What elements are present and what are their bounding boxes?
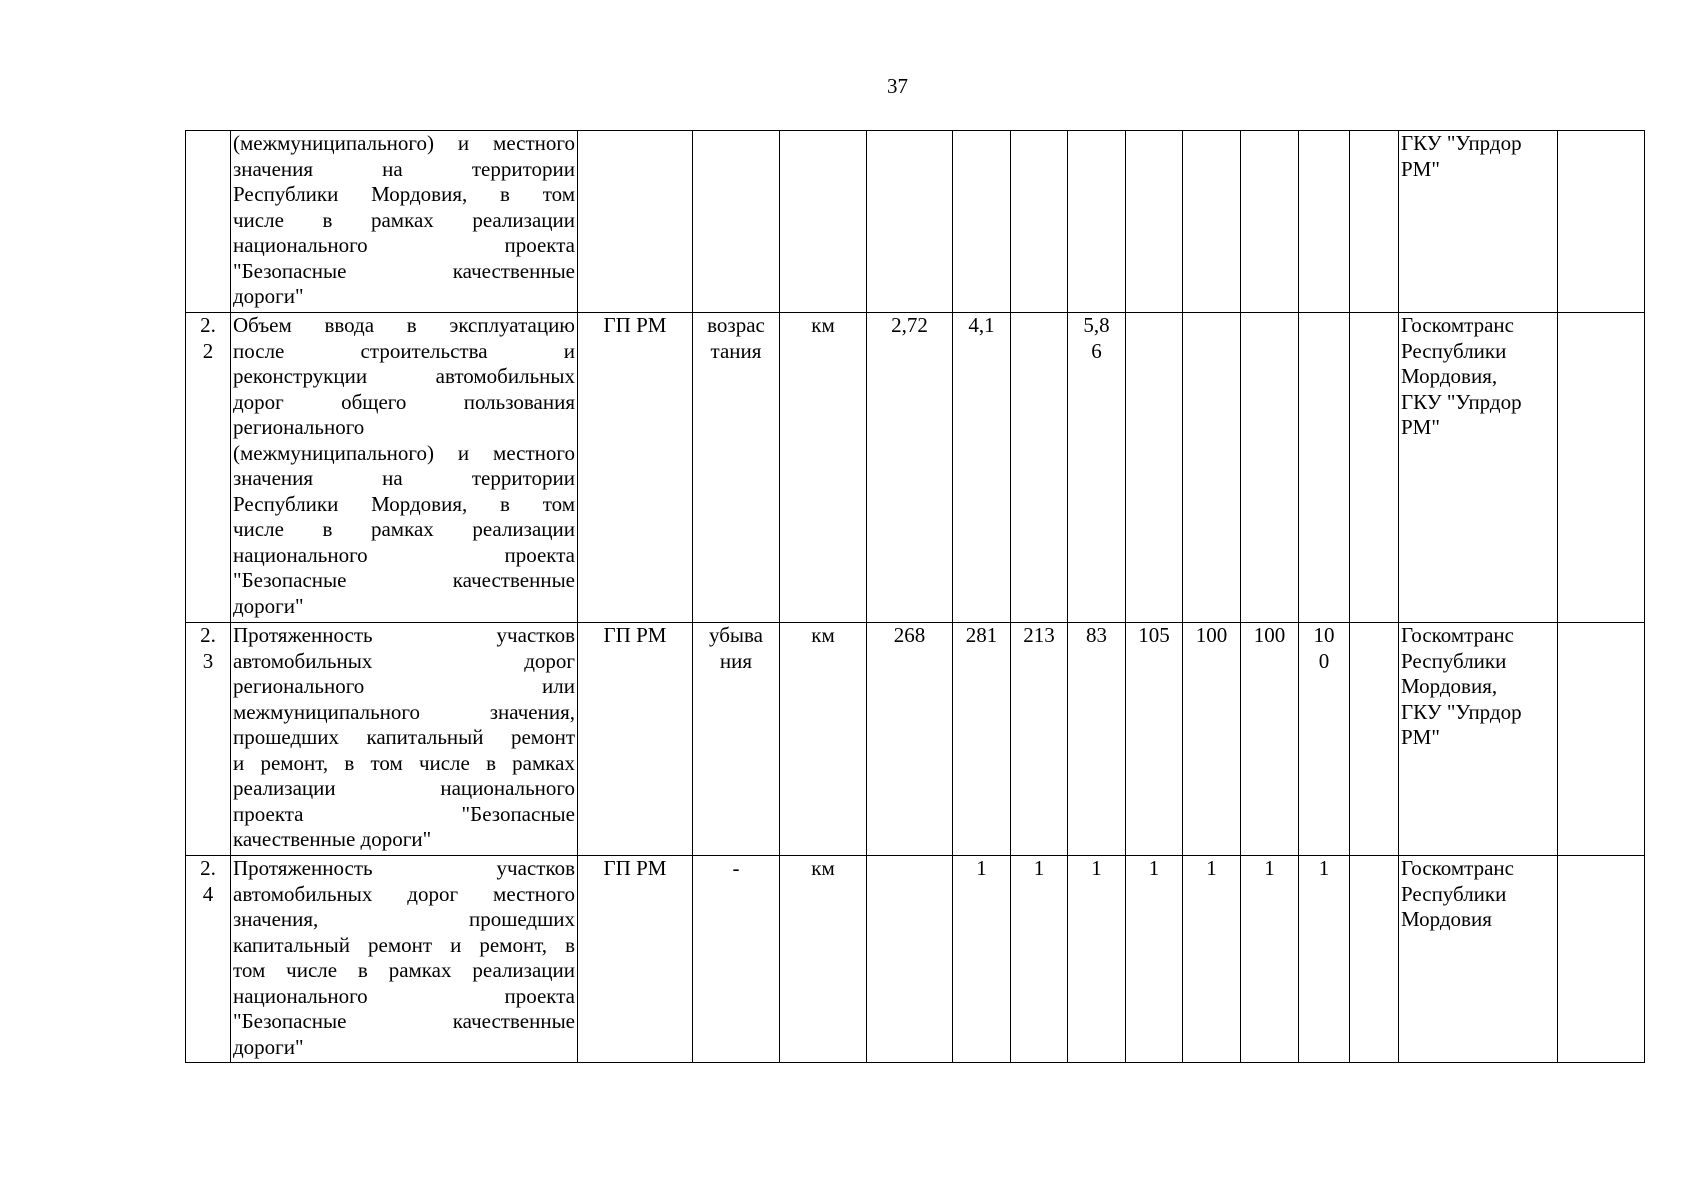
value-cell	[953, 856, 1011, 1063]
cell-line: 2.	[200, 856, 216, 880]
cell-line: проекта "Безопасные	[233, 801, 575, 826]
value-cell	[867, 131, 953, 313]
cell-line: автомобильных дорог	[233, 648, 575, 673]
cell-line: значения, прошедших	[233, 907, 575, 931]
cell-line: 0	[1318, 648, 1330, 673]
cell-line: числе в рамках реализации	[233, 517, 575, 541]
indicator-name-cell	[231, 856, 578, 1063]
cell-line: реконструкции автомобильных	[233, 364, 575, 388]
value-cell	[1126, 313, 1183, 623]
cell-line: Республики	[1401, 338, 1507, 363]
cell-line: Объем ввода в эксплуатацию	[233, 313, 575, 337]
value-cell	[1299, 313, 1350, 623]
cell-line: 3	[202, 648, 214, 673]
value-cell	[1350, 856, 1399, 1063]
responsible-cell	[1399, 131, 1558, 313]
unit-cell: км	[780, 313, 867, 623]
cell-line: 2.	[200, 313, 216, 337]
row-number-cell	[186, 131, 231, 313]
cell-line: РМ"	[1401, 156, 1440, 181]
value-cell	[1068, 623, 1126, 856]
cell-line: "Безопасные качественные	[233, 1009, 575, 1033]
responsible-cell	[1399, 623, 1558, 856]
cell-line: 4,1	[968, 313, 995, 337]
responsible-cell	[1399, 313, 1558, 623]
program-cell	[578, 131, 693, 313]
cell-line: дороги"	[233, 593, 304, 618]
cell-line: 2.	[200, 623, 216, 647]
cell-line: значения на территории	[233, 156, 575, 181]
value-cell	[953, 313, 1011, 623]
cell-line: дорог общего пользования	[233, 389, 575, 414]
cell-line: возрас	[707, 313, 765, 337]
page-number: 37	[887, 74, 908, 98]
value-cell	[953, 623, 1011, 856]
cell-line: числе в рамках реализации	[233, 207, 575, 232]
cell-line: Республики Мордовия, в том	[233, 182, 575, 206]
trend-cell	[693, 856, 780, 1063]
indicators-table	[185, 130, 1645, 1063]
value-cell	[1183, 131, 1241, 313]
cell-line: дороги"	[233, 1034, 304, 1059]
cell-line: ГКУ "Упрдор	[1401, 699, 1522, 724]
value-cell	[1126, 131, 1183, 313]
cell-line: после строительства и	[233, 338, 575, 363]
cell-line: 1	[1318, 856, 1330, 880]
table-row	[186, 856, 1645, 1063]
value-cell	[1068, 313, 1126, 623]
note-cell	[1558, 313, 1645, 623]
value-cell	[867, 856, 953, 1063]
cell-line: 10	[1313, 623, 1335, 647]
value-cell: 2,72	[867, 313, 953, 623]
cell-line: 5,8	[1083, 313, 1110, 337]
program-cell: ГП РМ	[578, 623, 693, 856]
indicator-name-cell	[231, 131, 578, 313]
value-cell: 1	[1126, 856, 1183, 1063]
note-cell	[1558, 623, 1645, 856]
value-cell: 213	[1011, 623, 1068, 856]
cell-line: национального проекта	[233, 542, 575, 567]
cell-line: регионального или	[233, 674, 575, 698]
cell-line: том числе в рамках реализации	[233, 958, 575, 982]
value-cell	[1011, 313, 1068, 623]
value-cell: 268	[867, 623, 953, 856]
cell-line: национального проекта	[233, 983, 575, 1008]
cell-line: Мордовия,	[1401, 364, 1498, 388]
cell-line: "Безопасные качественные	[233, 258, 575, 283]
value-cell	[1241, 131, 1299, 313]
value-cell: 100	[1241, 623, 1299, 856]
cell-line: Протяженность участков	[233, 856, 575, 880]
cell-line: 1	[976, 856, 987, 880]
cell-line: 2	[202, 338, 214, 363]
row-number-cell	[186, 623, 231, 856]
value-cell	[1299, 623, 1350, 856]
value-cell: 100	[1183, 623, 1241, 856]
cell-line: и ремонт, в том числе в рамках	[233, 750, 575, 775]
cell-line: ГКУ "Упрдор	[1401, 131, 1522, 155]
value-cell	[1068, 131, 1126, 313]
value-cell	[953, 131, 1011, 313]
cell-line: значения на территории	[233, 466, 575, 490]
cell-line: убыва	[709, 623, 763, 647]
cell-line: РМ"	[1401, 415, 1440, 439]
trend-cell	[693, 623, 780, 856]
cell-line: Республики	[1401, 881, 1507, 906]
unit-cell: км	[780, 856, 867, 1063]
cell-line: Госкомтранс	[1401, 313, 1514, 337]
responsible-cell	[1399, 856, 1558, 1063]
value-cell	[1183, 313, 1241, 623]
value-cell	[1350, 623, 1399, 856]
note-cell	[1558, 131, 1645, 313]
cell-line: 6	[1091, 338, 1102, 363]
cell-line: автомобильных дорог местного	[233, 881, 575, 906]
cell-line: -	[732, 856, 740, 880]
cell-line: качественные дороги"	[233, 827, 432, 851]
cell-line: (межмуниципального) и местного	[233, 131, 575, 155]
value-cell: 105	[1126, 623, 1183, 856]
row-number-cell	[186, 856, 231, 1063]
value-cell	[1299, 856, 1350, 1063]
cell-line: Госкомтранс	[1401, 856, 1514, 880]
program-cell: ГП РМ	[578, 313, 693, 623]
value-cell	[1350, 131, 1399, 313]
cell-line: Республики	[1401, 648, 1507, 673]
program-cell: ГП РМ	[578, 856, 693, 1063]
cell-line: тания	[710, 338, 762, 363]
value-cell	[1350, 313, 1399, 623]
cell-line: ГКУ "Упрдор	[1401, 389, 1522, 414]
cell-line: (межмуниципального) и местного	[233, 440, 575, 465]
table-row	[186, 131, 1645, 313]
cell-line: капитальный ремонт и ремонт, в	[233, 932, 575, 957]
cell-line: дороги"	[233, 284, 304, 308]
value-cell	[1299, 131, 1350, 313]
cell-line: регионального	[233, 415, 365, 439]
value-cell: 1	[1241, 856, 1299, 1063]
table-row	[186, 623, 1645, 856]
cell-line: "Безопасные качественные	[233, 568, 575, 592]
unit-cell: км	[780, 623, 867, 856]
value-cell	[1068, 856, 1126, 1063]
indicator-name-cell	[231, 623, 578, 856]
value-cell	[1241, 313, 1299, 623]
cell-line: РМ"	[1401, 725, 1440, 749]
cell-line: 4	[202, 881, 214, 906]
cell-line: 83	[1086, 623, 1107, 647]
value-cell: 1	[1011, 856, 1068, 1063]
cell-line: Мордовия	[1401, 907, 1492, 931]
trend-cell	[693, 313, 780, 623]
cell-line: Мордовия,	[1401, 674, 1498, 698]
cell-line: 1	[1091, 856, 1102, 880]
cell-line: прошедших капитальный ремонт	[233, 725, 575, 749]
note-cell	[1558, 856, 1645, 1063]
cell-line: Госкомтранс	[1401, 623, 1514, 647]
row-number-cell	[186, 313, 231, 623]
table-row	[186, 313, 1645, 623]
cell-line: Протяженность участков	[233, 623, 575, 647]
cell-line: национального проекта	[233, 233, 575, 257]
indicator-name-cell	[231, 313, 578, 623]
value-cell	[1011, 131, 1068, 313]
trend-cell	[693, 131, 780, 313]
cell-line: Республики Мордовия, в том	[233, 491, 575, 516]
cell-line: реализации национального	[233, 776, 575, 800]
cell-line: 281	[965, 623, 998, 647]
value-cell: 1	[1183, 856, 1241, 1063]
unit-cell	[780, 131, 867, 313]
cell-line: ния	[719, 648, 753, 673]
cell-line: межмуниципального значения,	[233, 699, 575, 724]
